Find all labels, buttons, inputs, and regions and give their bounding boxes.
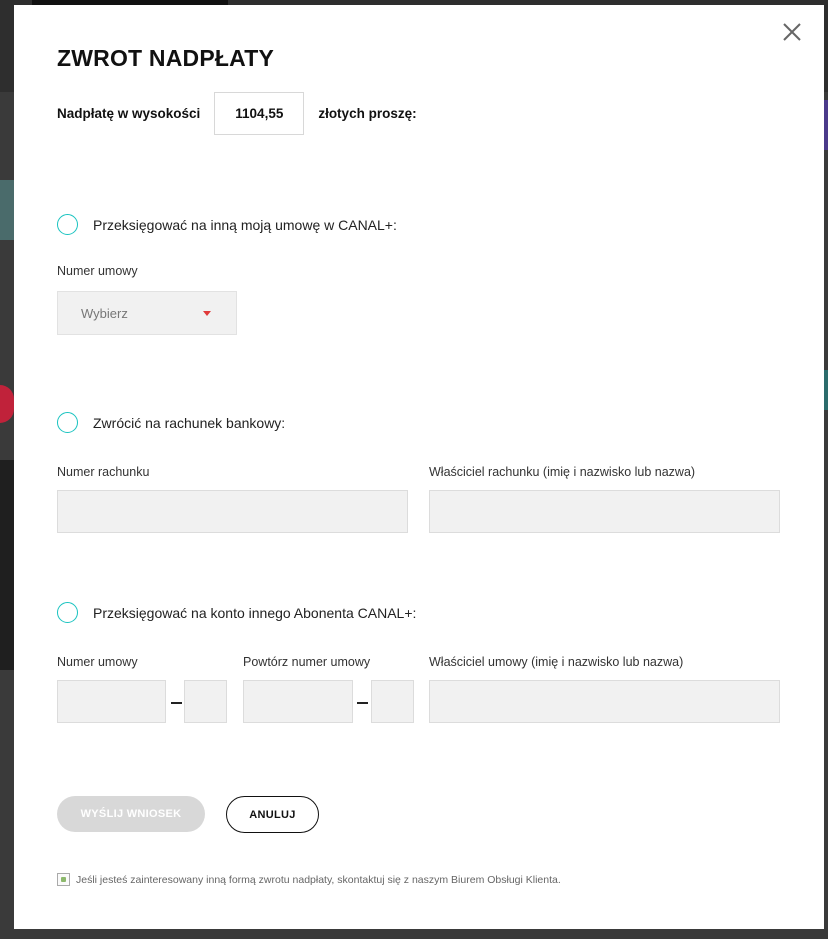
radio-option-transfer-own-contract[interactable] bbox=[57, 214, 397, 235]
account-number-input[interactable] bbox=[57, 490, 408, 533]
radio-label: Przeksięgować na konto innego Abonenta CANAL+: bbox=[93, 604, 417, 621]
info-image-icon bbox=[57, 873, 70, 886]
contract-number-input[interactable] bbox=[57, 680, 166, 723]
radio-button[interactable] bbox=[57, 602, 78, 623]
close-icon[interactable] bbox=[782, 22, 802, 42]
footer-note bbox=[57, 873, 561, 886]
footer-text: Jeśli jesteś zainteresowany inną formą zwrotu nadpłaty, skontaktuj się z naszym Biurem Obsługi Klienta. bbox=[76, 873, 561, 886]
separator-dash bbox=[357, 702, 368, 704]
submit-button[interactable]: WYŚLIJ WNIOSEK bbox=[57, 796, 205, 832]
amount-value: 1104,55 bbox=[214, 92, 304, 135]
background-page-section bbox=[0, 460, 14, 670]
modal-title: ZWROT NADPŁATY bbox=[57, 45, 275, 71]
other-contract-number-label: Numer umowy bbox=[57, 655, 138, 669]
contract-owner-input[interactable] bbox=[429, 680, 780, 723]
chevron-down-icon bbox=[203, 311, 211, 316]
amount-row bbox=[57, 92, 417, 134]
radio-label: Zwrócić na rachunek bankowy: bbox=[93, 414, 286, 431]
amount-label: Nadpłatę w wysokości bbox=[57, 105, 201, 121]
refund-modal bbox=[14, 5, 824, 929]
cancel-button[interactable]: ANULUJ bbox=[226, 796, 319, 833]
repeat-contract-number-label: Powtórz numer umowy bbox=[243, 655, 371, 669]
repeat-contract-number-input[interactable] bbox=[243, 680, 353, 723]
contract-number-label: Numer umowy bbox=[57, 264, 138, 278]
background-page-button bbox=[0, 385, 14, 423]
radio-button[interactable] bbox=[57, 214, 78, 235]
radio-label: Przeksięgować na inną moją umowę w CANAL+: bbox=[93, 216, 397, 233]
radio-option-bank-account[interactable] bbox=[57, 412, 285, 433]
account-number-label: Numer rachunku bbox=[57, 465, 150, 479]
contract-select[interactable] bbox=[57, 291, 237, 335]
radio-option-other-subscriber[interactable] bbox=[57, 602, 416, 623]
account-owner-input[interactable] bbox=[429, 490, 780, 533]
separator-dash bbox=[171, 702, 182, 704]
account-owner-label: Właściciel rachunku (imię i nazwisko lub nazwa) bbox=[429, 465, 696, 479]
contract-owner-label: Właściciel umowy (imię i nazwisko lub nazwa) bbox=[429, 655, 684, 669]
repeat-contract-number-suffix-input[interactable] bbox=[371, 680, 414, 723]
select-value: Wybierz bbox=[81, 305, 128, 321]
radio-button[interactable] bbox=[57, 412, 78, 433]
amount-suffix: złotych proszę: bbox=[318, 105, 417, 121]
contract-number-suffix-input[interactable] bbox=[184, 680, 227, 723]
